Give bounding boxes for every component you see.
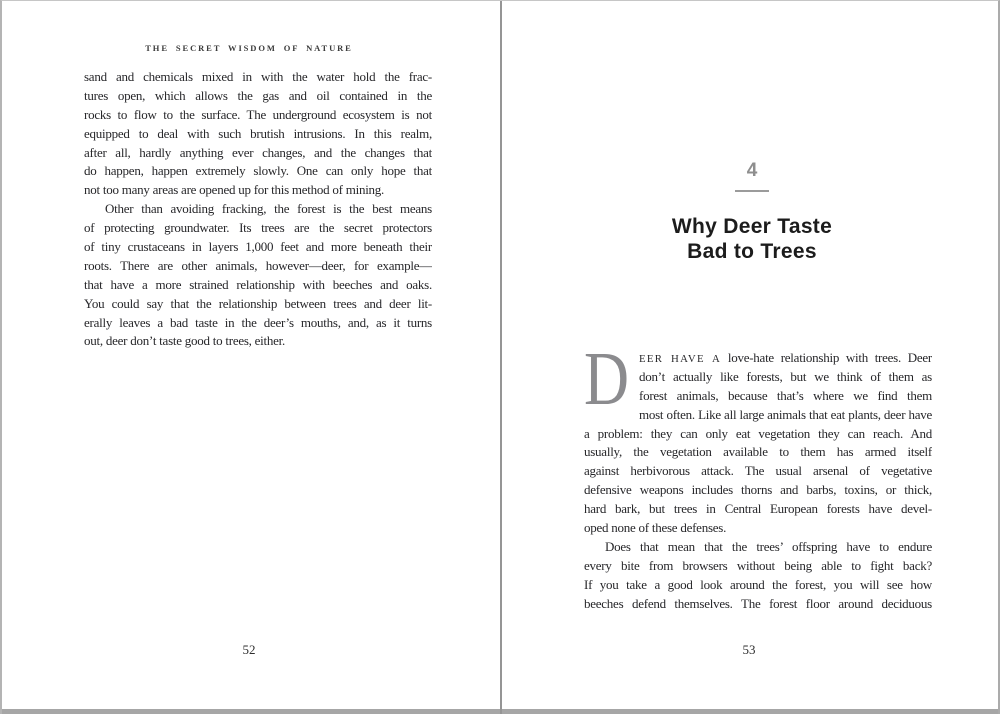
- text-line: Other than avoiding fracking, the forest is the best means: [105, 201, 432, 217]
- text-line: of tiny crustaceans in layers 1,000 feet and more beneath their: [84, 239, 432, 255]
- text-line: forest animals, because that’s where we find them: [639, 387, 932, 403]
- paragraph: [584, 337, 932, 538]
- text-line: You could say that the relationship between trees and deer lit-: [84, 295, 432, 311]
- text-line: rocks to flow to the surface. The underground ecosystem is not: [84, 106, 432, 122]
- chapter-title-line: Bad to Trees: [687, 239, 817, 263]
- chapter-title: [502, 215, 1000, 264]
- chapter-rule: [735, 190, 769, 192]
- chapter-number: 4: [746, 160, 758, 181]
- text-line: most often. Like all large animals that eat plants, deer have: [639, 406, 932, 422]
- text-line: erally leaves a bad taste in the deer’s mouths, and, as it turns: [84, 314, 432, 330]
- text-line: equipped to deal with such brutish intrusions. In this realm,: [84, 125, 432, 141]
- text-line: a problem: they can only eat vegetation they can reach. And: [584, 425, 932, 441]
- text-line: against herbivorous attack. The usual arsenal of vegetative: [584, 463, 932, 479]
- text-line: of protecting groundwater. Its trees are the secret protectors: [84, 220, 432, 236]
- text-line: beeches defend themselves. The forest floor around deciduous: [584, 595, 932, 611]
- text-line: roots. There are other animals, however—deer, for example—: [84, 257, 432, 273]
- text-line: tures open, which allows the gas and oil contained in the: [84, 87, 432, 103]
- text-line: after all, hardly anything ever changes, and the changes that: [84, 144, 432, 160]
- paragraph: [84, 68, 432, 200]
- right-page-body: [584, 337, 932, 613]
- drop-cap-letter: D: [584, 337, 629, 421]
- text-line: every bite from browsers without being able to fight back?: [584, 557, 932, 573]
- text-line: out, deer don’t taste good to trees, either.: [84, 333, 286, 349]
- paragraph: [584, 538, 932, 614]
- text-line: that have a more strained relationship with beeches and oaks.: [84, 276, 432, 292]
- text-line: hard bark, but trees in Central European forests have devel-: [584, 501, 932, 517]
- text-line: don’t actually like forests, but we think of them as: [639, 368, 932, 384]
- text-line: EER HAVE A love-hate relationship with trees. Deer: [639, 350, 932, 365]
- running-header: THE SECRET WISDOM OF NATURE: [145, 43, 353, 53]
- text-line: sand and chemicals mixed in with the water hold the frac-: [84, 69, 432, 84]
- text-line: not too many areas are opened up for this method of mining.: [84, 182, 385, 198]
- right-page-number: 53: [742, 642, 756, 657]
- text-line: Does that mean that the trees’ offspring have to endure: [605, 538, 932, 554]
- small-caps-lead: EER HAVE A: [639, 353, 722, 365]
- right-page: [502, 1, 1000, 714]
- paragraph: [84, 200, 432, 351]
- left-page-body: [84, 68, 432, 351]
- chapter-title-line: Why Deer Taste: [671, 215, 833, 238]
- left-page-number: 52: [242, 642, 256, 657]
- page-gutter-divider: [500, 1, 502, 714]
- text-line: If you take a good look around the forest, you will see how: [584, 576, 932, 592]
- left-page: [2, 1, 502, 714]
- text-line: do happen, happen extremely slowly. One can only hope that: [84, 163, 432, 179]
- text-line: oped none of these defenses.: [584, 520, 727, 536]
- text-line: usually, the vegetation available to them has armed itself: [584, 444, 932, 460]
- text-line: defensive weapons includes thorns and barbs, toxins, or thick,: [584, 482, 932, 498]
